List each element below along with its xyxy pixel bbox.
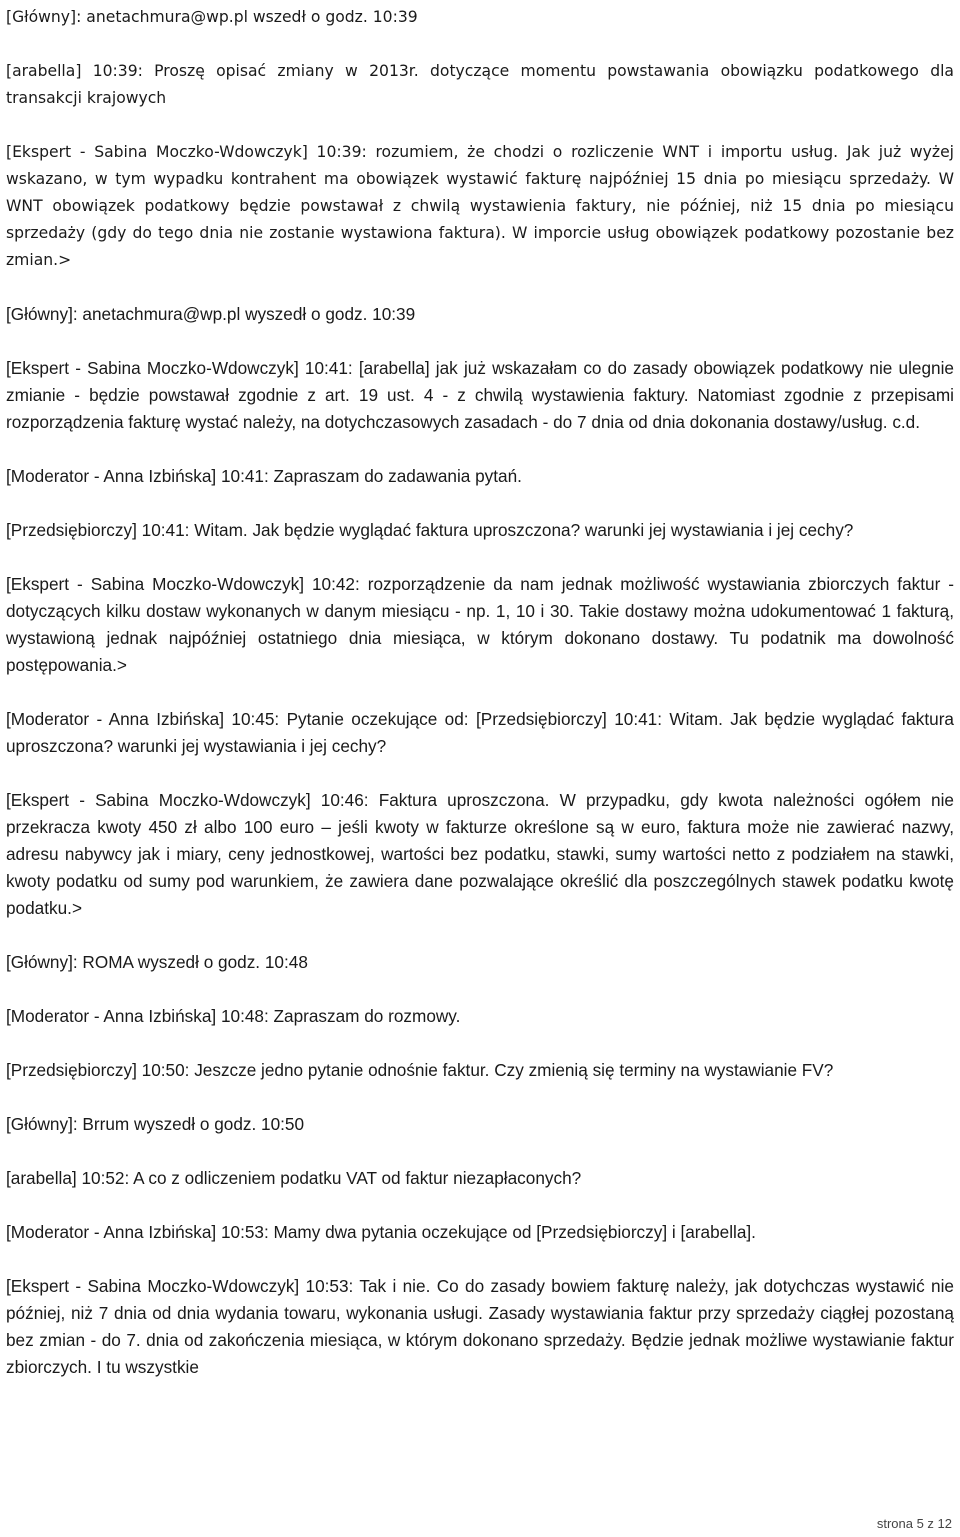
- chat-message-15: [arabella] 10:52: A co z odliczeniem podatku VAT od faktur niezapłaconych?: [6, 1168, 582, 1188]
- chat-message-13: [Przedsiębiorczy] 10:50: Jeszcze jedno pytanie odnośnie faktur. Czy zmienią się terminy na wystawianie FV?: [6, 1060, 834, 1080]
- chat-message-6: [Moderator - Anna Izbińska] 10:41: Zapraszam do zadawania pytań.: [6, 466, 522, 486]
- chat-message-14: [Główny]: Brrum wyszedł o godz. 10:50: [6, 1114, 305, 1134]
- chat-message-12: [Moderator - Anna Izbińska] 10:48: Zapraszam do rozmowy.: [6, 1006, 461, 1026]
- chat-message-16: [Moderator - Anna Izbińska] 10:53: Mamy dwa pytania oczekujące od [Przedsiębiorczy] i [arabella].: [6, 1222, 756, 1242]
- chat-message-2: [arabella] 10:39: Proszę opisać zmiany w 2013r. dotyczące momentu powstawania obowiązku podatkowego dla transakcji krajowych: [6, 62, 954, 107]
- chat-message-17: [Ekspert - Sabina Moczko-Wdowczyk] 10:53: Tak i nie. Co do zasady bowiem fakturę należy, jak dotychczas wystawić nie później, niż 7 dnia od dnia wydania towaru, wykonania usługi. Zasady wystawiania faktur przy sprzedaży ciągłej pozostaną bez zmian - do 7. dnia od zakończenia miesiąca, w którym dokonano sprzedaży. Będzie jednak możliwe wystawianie faktur zbiorczych. I tu wszystkie: [6, 1276, 954, 1377]
- chat-message-10: [Ekspert - Sabina Moczko-Wdowczyk] 10:46: Faktura uproszczona. W przypadku, gdy kwota należności ogółem nie przekracza kwoty 450 zł albo 100 euro – jeśli kwoty w fakturze określone są w euro, faktura może nie zawierać nazwy, adresu nabywcy jak i miary, ceny jednostkowej, wartości bez podatku, stawki, sumy wartości netto z podziałem na stawki, kwoty podatku od sumy pod warunkiem, że zawiera dane pozwalające określić dla poszczególnych stawek podatku kwotę podatku.>: [6, 790, 954, 918]
- chat-message-9: [Moderator - Anna Izbińska] 10:45: Pytanie oczekujące od: [Przedsiębiorczy] 10:41: Witam. Jak będzie wyglądać faktura uproszczona? warunki jej wystawiania i jej cechy?: [6, 709, 954, 756]
- chat-message-7: [Przedsiębiorczy] 10:41: Witam. Jak będzie wyglądać faktura uproszczona? warunki jej wystawiania i jej cechy?: [6, 520, 854, 540]
- chat-message-5: [Ekspert - Sabina Moczko-Wdowczyk] 10:41: [arabella] jak już wskazałam co do zasady obowiązek podatkowy nie ulegnie zmianie - będzie powstawał zgodnie z art. 19 ust. 4 - z chwilą wystawienia faktury. Natomiast zgodnie z przepisami rozporządzenia fakturę wystać należy, na dotychczasowych zasadach - do 7 dnia od dnia dokonania dostawy/usług. c.d.: [6, 358, 954, 432]
- chat-message-8: [Ekspert - Sabina Moczko-Wdowczyk] 10:42: rozporządzenie da nam jednak możliwość wystawiania zbiorczych faktur - dotyczących kilku dostaw wykonanych w danym miesiącu - np. 1, 10 i 30. Takie dostawy można udokumentować 1 fakturą, wystawioną jednak najpóźniej ostatniego dnia miesiąca, w którym dokonano dostawy. Tu podatnik ma dowolność postępowania.>: [6, 574, 954, 675]
- chat-message-1: [Główny]: anetachmura@wp.pl wszedł o godz. 10:39: [6, 8, 418, 26]
- chat-message-3: [Ekspert - Sabina Moczko-Wdowczyk] 10:39: rozumiem, że chodzi o rozliczenie WNT i importu usług. Jak już wyżej wskazano, w tym wypadku kontrahent ma obowiązek wystawić fakturę najpóźniej 15 dnia po miesiącu sprzedaży. W WNT obowiązek podatkowy będzie powstawał z chwilą wystawienia faktury, nie później, niż 15 dnia po miesiącu sprzedaży (gdy do tego dnia nie zostanie wystawiona faktura). W imporcie usług obowiązek podatkowy pozostanie bez zmian.>: [6, 143, 954, 269]
- chat-message-4: [Główny]: anetachmura@wp.pl wyszedł o godz. 10:39: [6, 304, 416, 324]
- chat-message-11: [Główny]: ROMA wyszedł o godz. 10:48: [6, 952, 308, 972]
- document-page: [6, 4, 954, 1408]
- page-number: strona 5 z 12: [876, 1516, 952, 1531]
